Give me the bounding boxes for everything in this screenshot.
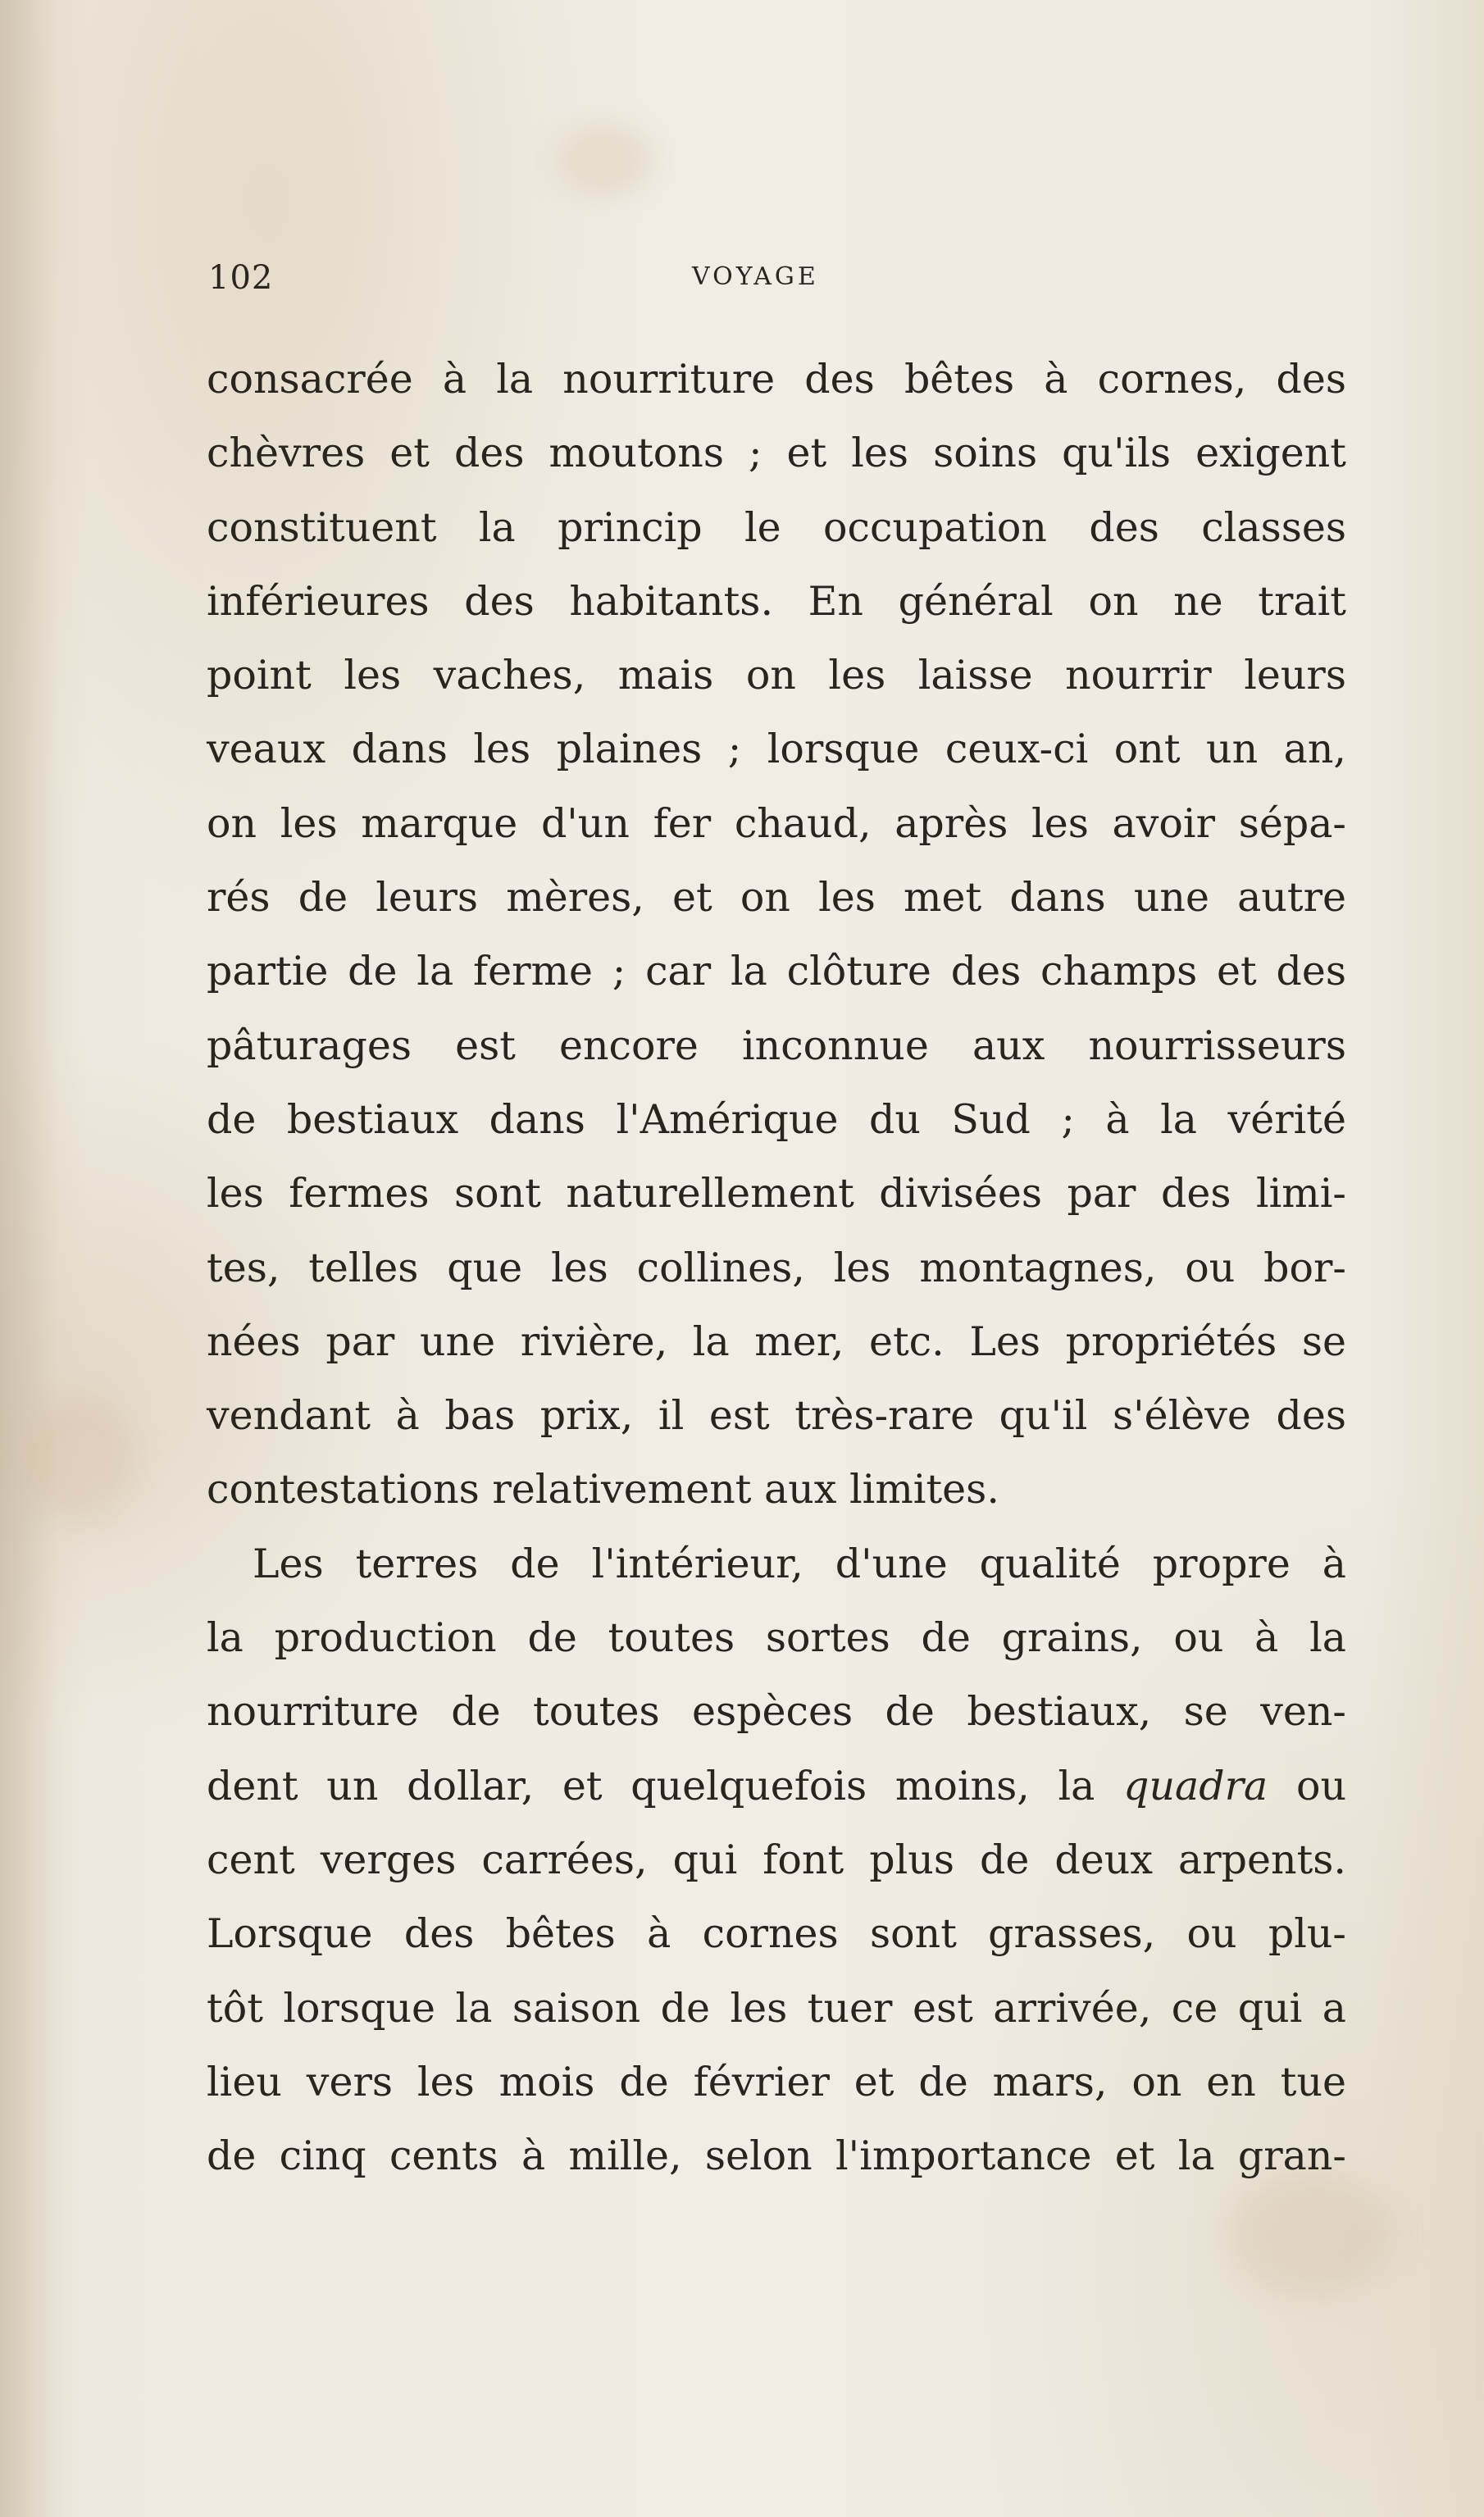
text-line: Lorsque des bêtes à cornes sont grasses, ou plu-: [207, 1910, 1346, 1958]
running-head: [208, 259, 1340, 305]
text-line: partie de la ferme ; car la clôture des champs et des: [207, 948, 1346, 995]
text-line: chèvres et des moutons ; et les soins qu'ils exigent: [207, 430, 1346, 477]
text-line: la production de toutes sortes de grains, ou à la: [207, 1614, 1346, 1662]
text-line: nées par une rivière, la mer, etc. Les propriétés se: [207, 1318, 1346, 1365]
running-title: VOYAGE: [692, 262, 819, 291]
text-line: tôt lorsque la saison de les tuer est arrivée, ce qui a: [207, 1984, 1346, 2032]
text-line: pâturages est encore inconnue aux nourrisseurs: [207, 1022, 1346, 1069]
text-line: consacrée à la nourriture des bêtes à cornes, des: [207, 356, 1346, 403]
text-line: vendant à bas prix, il est très-rare qu'il s'élève des: [207, 1392, 1346, 1440]
paragraph-start-line: Les terres de l'intérieur, d'une qualité propre à: [253, 1540, 1346, 1587]
text-line: inférieures des habitants. En général on ne trait: [207, 577, 1346, 625]
text-segment: dent un dollar, et quelquefois moins, la: [207, 1762, 1095, 1809]
text-line: de bestiaux dans l'Amérique du Sud ; à la vérité: [207, 1095, 1346, 1143]
page-number: 102: [208, 259, 274, 297]
gutter-shadow: [0, 0, 57, 2517]
text-line: cent verges carrées, qui font plus de deux arpents.: [207, 1836, 1346, 1883]
text-line: contestations relativement aux limites.: [207, 1466, 999, 1513]
text-line: tes, telles que les collines, les montagnes, ou bor-: [207, 1244, 1346, 1291]
text-line: les fermes sont naturellement divisées par des limi-: [207, 1170, 1346, 1218]
paper-stain: [558, 123, 656, 197]
text-line: lieu vers les mois de février et de mars, on en tue: [207, 2058, 1346, 2105]
text-segment: ou: [1295, 1762, 1347, 1809]
text-line: on les marque d'un fer chaud, après les avoir sépa-: [207, 799, 1346, 847]
text-line: rés de leurs mères, et on les met dans une autre: [207, 874, 1346, 922]
text-line: constituent la princip le occupation des classes: [207, 503, 1346, 551]
text-line: [207, 1750, 1346, 1823]
text-line: nourriture de toutes espèces de bestiaux, se ven-: [207, 1688, 1346, 1736]
text-line: point les vaches, mais on les laisse nourrir leurs: [207, 652, 1346, 699]
italic-term: quadra: [1123, 1762, 1268, 1809]
body-text: [207, 343, 1346, 2193]
text-line: veaux dans les plaines ; lorsque ceux-ci ont un an,: [207, 726, 1346, 773]
text-line: de cinq cents à mille, selon l'importance et la gran-: [207, 2132, 1346, 2180]
paper-stain: [25, 1394, 139, 1525]
